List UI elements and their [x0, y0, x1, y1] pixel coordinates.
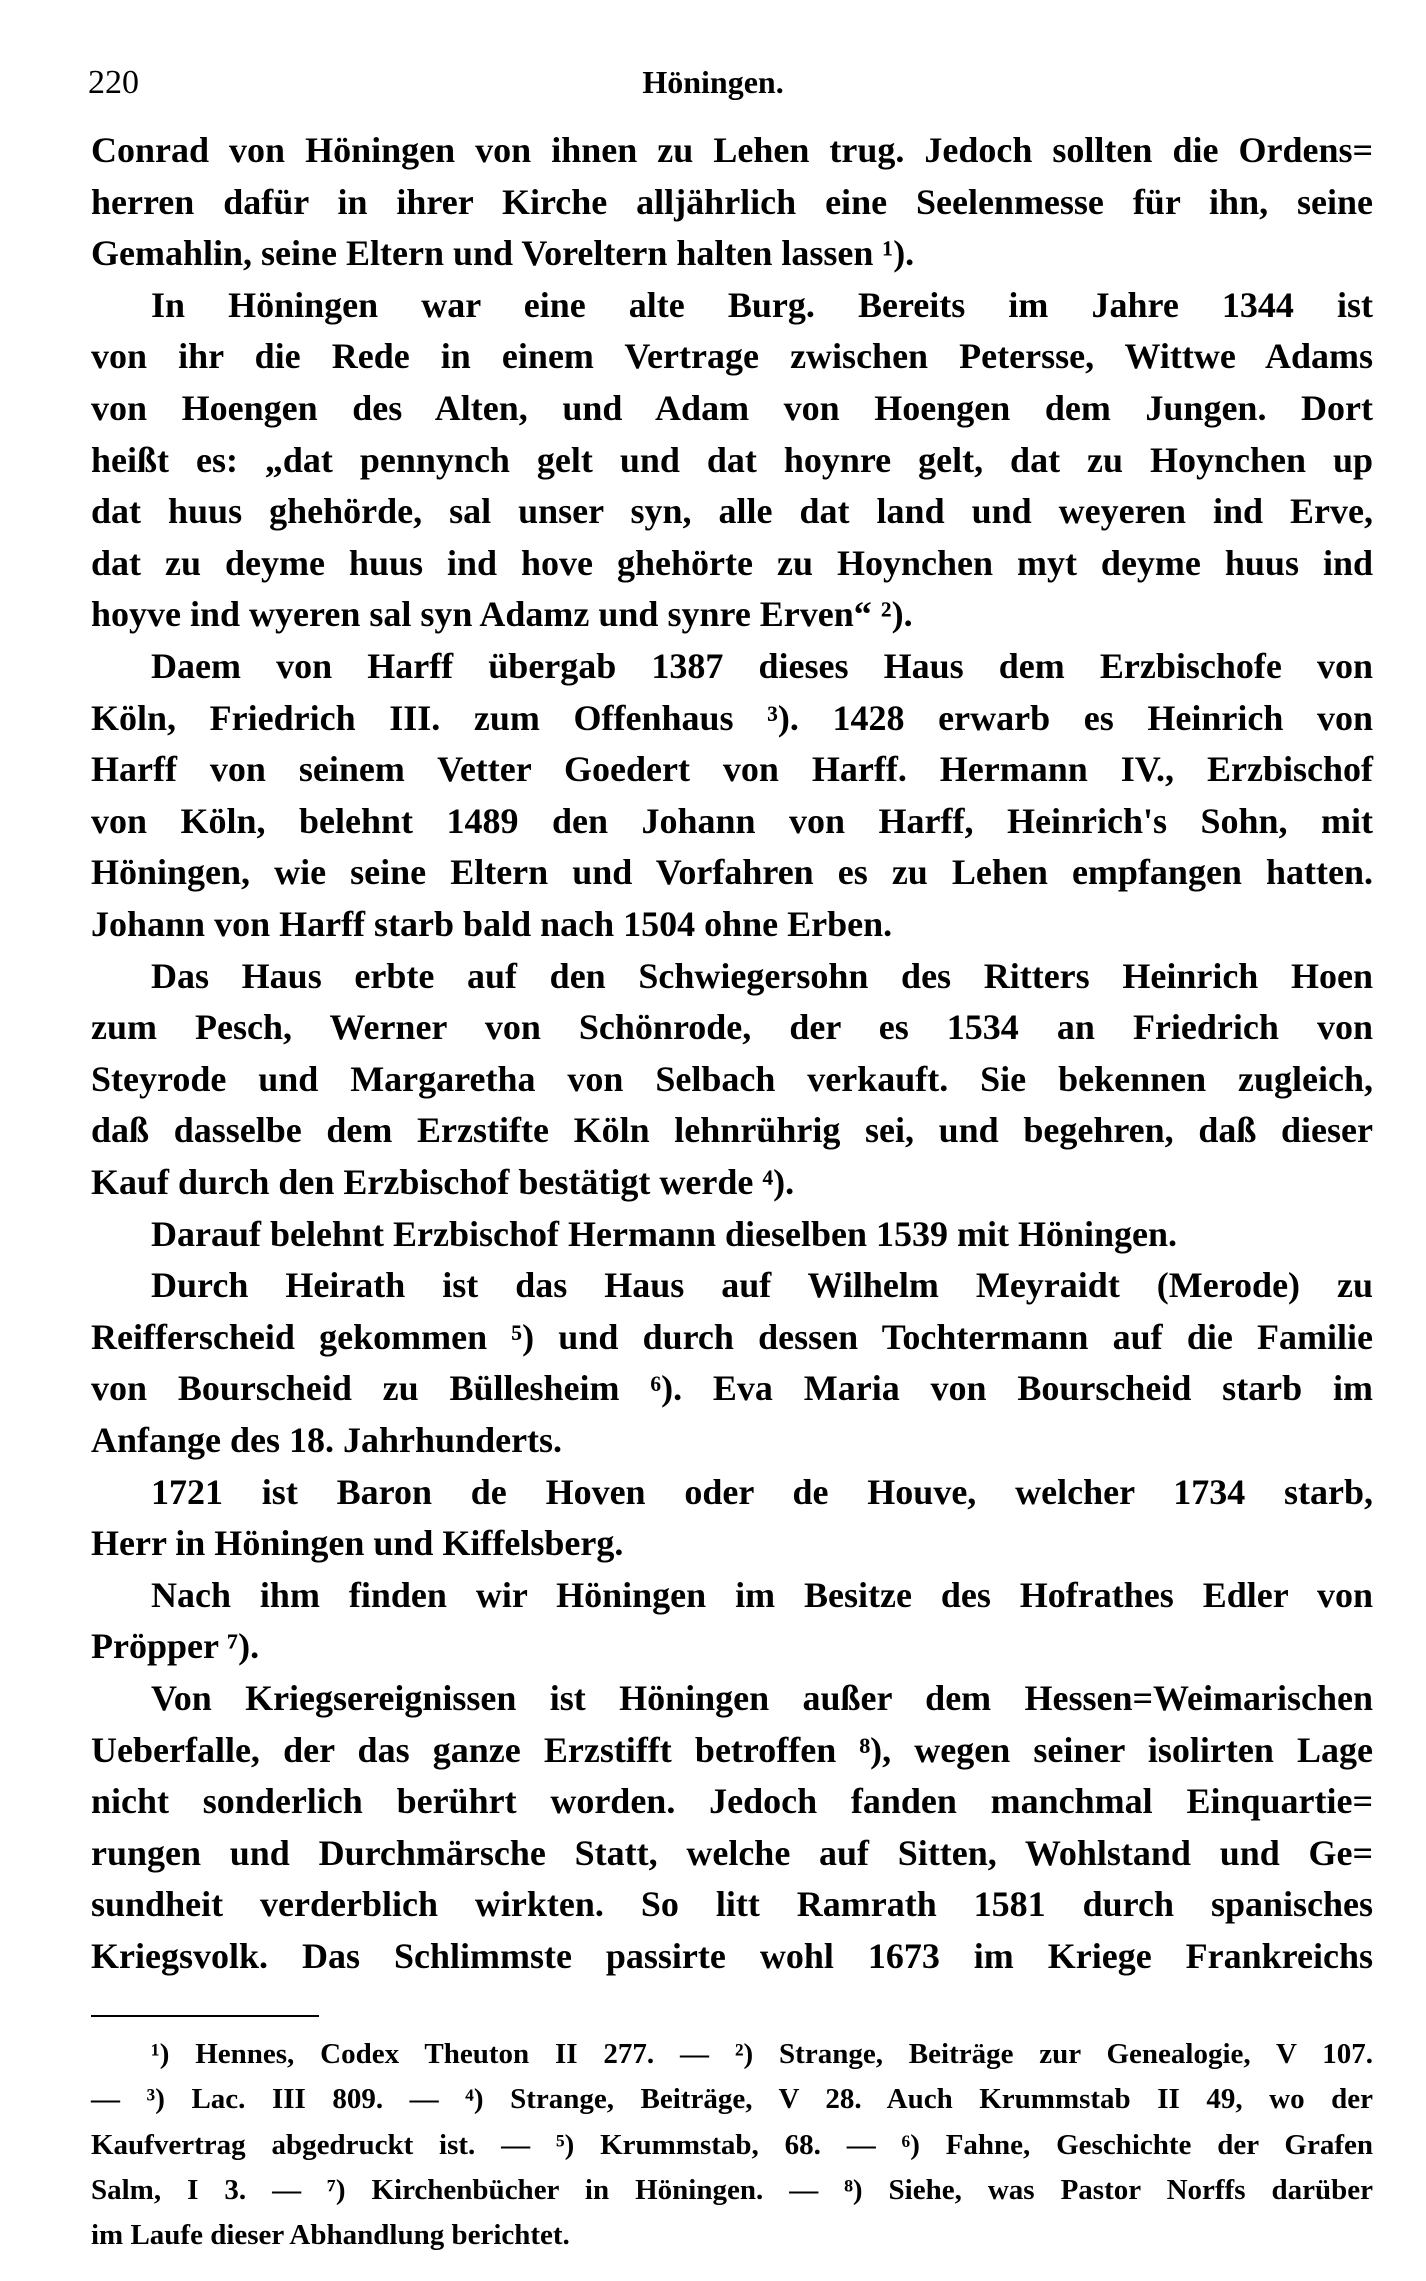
footnote-line: im Laufe dieser Abhandlung berichtet. — [91, 2219, 570, 2252]
text-line: Höningen, wie seine Eltern und Vorfahren es zu Lehen empfangen hatten. — [91, 852, 1373, 893]
text-line: Durch Heirath ist das Haus auf Wilhelm Meyraidt (Merode) zu — [151, 1265, 1373, 1306]
text-line: dat huus ghehörde, sal unser syn, alle dat land und weyeren ind Erve, — [91, 491, 1373, 532]
text-line: von Hoengen des Alten, und Adam von Hoengen dem Jungen. Dort — [91, 388, 1373, 428]
text-line: Köln, Friedrich III. zum Offenhaus ³). 1428 erwarb es Heinrich von — [91, 697, 1373, 738]
text-line: Das Haus erbte auf den Schwiegersohn des Ritters Heinrich Hoen — [151, 955, 1373, 996]
text-line: zum Pesch, Werner von Schönrode, der es 1534 an Friedrich von — [91, 1007, 1373, 1048]
text-line: heißt es: „dat pennynch gelt und dat hoynre gelt, dat zu Hoynchen up — [91, 439, 1373, 480]
text-line: Von Kriegsereignissen ist Höningen außer dem Hessen=Weimarischen — [151, 1678, 1373, 1718]
text-line: von ihr die Rede in einem Vertrage zwischen Petersse, Wittwe Adams — [91, 336, 1373, 377]
text-line: Nach ihm finden wir Höningen im Besitze des Hofrathes Edler von — [151, 1574, 1373, 1615]
text-line: In Höningen war eine alte Burg. Bereits im Jahre 1344 ist — [151, 284, 1373, 325]
text-line: Gemahlin, seine Eltern und Voreltern halten lassen ¹). — [91, 233, 915, 274]
text-line: von Köln, belehnt 1489 den Johann von Harff, Heinrich's Sohn, mit — [91, 800, 1373, 841]
text-line: Darauf belehnt Erzbischof Hermann dieselben 1539 mit Höningen. — [151, 1213, 1178, 1254]
footnote-line: ¹) Hennes, Codex Theuton II 277. — ²) Strange, Beiträge zur Genealogie, V 107. — [151, 2038, 1373, 2070]
footnote-line: — ³) Lac. III 809. — ⁴) Strange, Beiträge, V 28. Auch Krummstab II 49, wo der — [91, 2083, 1373, 2116]
text-line: von Bourscheid zu Büllesheim ⁶). Eva Maria von Bourscheid starb im — [91, 1368, 1373, 1409]
text-line: Steyrode und Margaretha von Selbach verkauft. Sie bekennen zugleich, — [91, 1058, 1373, 1099]
text-line: Kauf durch den Erzbischof bestätigt werde ⁴). — [91, 1162, 795, 1202]
text-line: hoyve ind wyeren sal syn Adamz und synre Erven“ ²). — [91, 594, 913, 635]
text-line: daß dasselbe dem Erzstifte Köln lehnrührig sei, und begehren, daß dieser — [91, 1110, 1373, 1151]
footnote-line: Kaufvertrag abgedruckt ist. — ⁵) Krummstab, 68. — ⁶) Fahne, Geschichte der Grafen — [91, 2128, 1373, 2161]
text-line: Harff von seinem Vetter Goedert von Harff. Hermann IV., Erzbischof — [91, 749, 1373, 790]
text-line: 1721 ist Baron de Hoven oder de Houve, welcher 1734 starb, — [151, 1471, 1373, 1512]
page-number: 220 — [88, 64, 139, 101]
footnote-rule — [91, 2015, 319, 2017]
text-line: dat zu deyme huus ind hove ghehörte zu Hoynchen myt deyme huus ind — [91, 542, 1373, 583]
text-line: herren dafür in ihrer Kirche alljährlich eine Seelenmesse für ihn, seine — [91, 181, 1373, 222]
text-line: Kriegsvolk. Das Schlimmste passirte wohl 1673 im Kriege Frankreichs — [91, 1936, 1373, 1976]
text-line: Herr in Höningen und Kiffelsberg. — [91, 1523, 624, 1564]
text-line: sundheit verderblich wirkten. So litt Ramrath 1581 durch spanisches — [91, 1884, 1373, 1925]
text-line: Pröpper ⁷). — [91, 1626, 260, 1667]
running-title: Höningen. — [642, 64, 784, 100]
text-line: Ueberfalle, der das ganze Erzstifft betroffen ⁸), wegen seiner isolirten Lage — [91, 1729, 1373, 1770]
text-line: Johann von Harff starb bald nach 1504 ohne Erben. — [91, 904, 893, 944]
text-line: Anfange des 18. Jahrhunderts. — [91, 1420, 563, 1460]
text-line: nicht sonderlich berührt worden. Jedoch fanden manchmal Einquartie= — [91, 1781, 1373, 1822]
text-line: Daem von Harff übergab 1387 dieses Haus dem Erzbischofe von — [151, 646, 1373, 686]
text-line: Reifferscheid gekommen ⁵) und durch dessen Tochtermann auf die Familie — [91, 1316, 1373, 1357]
text-line: Conrad von Höningen von ihnen zu Lehen trug. Jedoch sollten die Ordens= — [91, 130, 1373, 170]
text-line: rungen und Durchmärsche Statt, welche auf Sitten, Wohlstand und Ge= — [91, 1832, 1373, 1873]
footnote-line: Salm, I 3. — ⁷) Kirchenbücher in Höningen. — ⁸) Siehe, was Pastor Norffs darüber — [91, 2173, 1373, 2206]
